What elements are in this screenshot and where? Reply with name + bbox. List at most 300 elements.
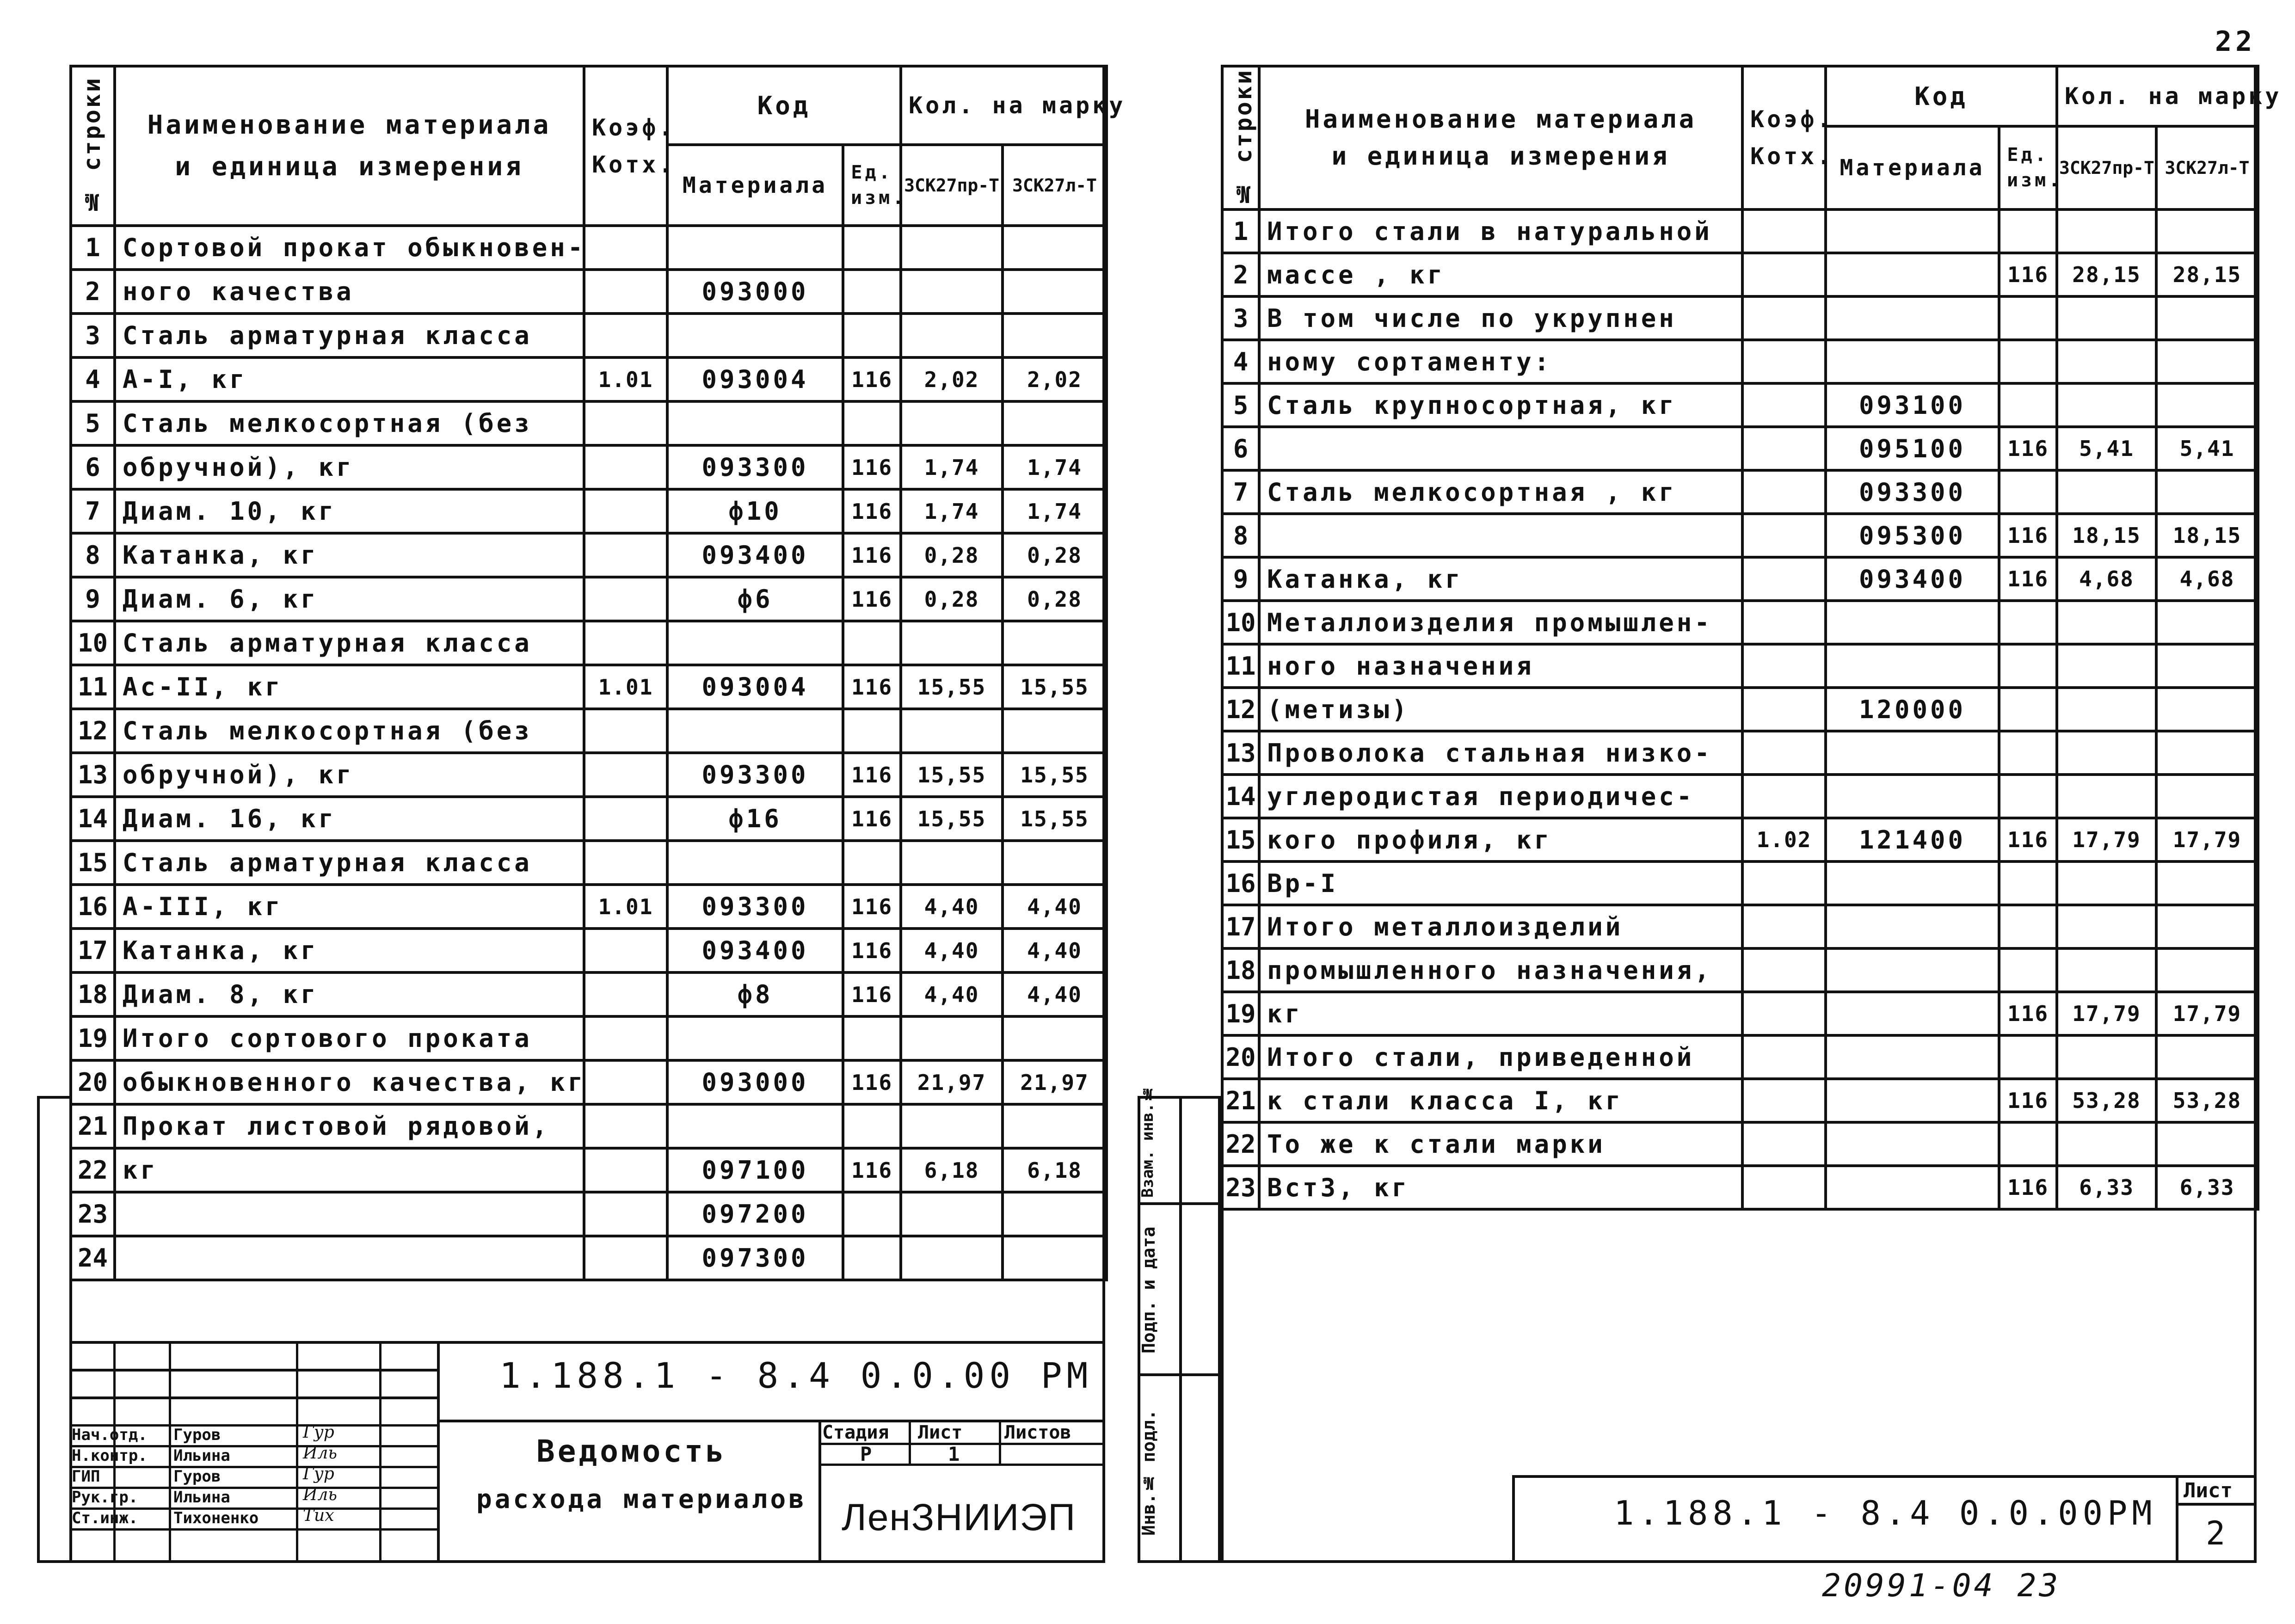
right-cell-q1	[2057, 1035, 2156, 1079]
left-cell-q1: 4,40	[901, 929, 1003, 972]
left-cell-coef: 1.01	[584, 357, 667, 401]
right-cell-q1	[2057, 731, 2156, 775]
header-code: Код	[667, 66, 901, 145]
right-cell-n: 19	[1222, 992, 1259, 1035]
left-cell-n: 18	[71, 972, 115, 1016]
right-cell-code	[1826, 340, 1999, 383]
sheet-label: Лист	[918, 1422, 963, 1443]
right-cell-coef	[1742, 731, 1826, 775]
right-cell-n: 12	[1222, 688, 1259, 731]
header-qty: Кол. на марку	[901, 66, 1107, 145]
right-doc-code: 1.188.1 - 8.4 0.0.00РМ	[1614, 1494, 2157, 1532]
right-cell-unit: 116	[1999, 427, 2057, 470]
left-cell-code	[667, 1104, 843, 1148]
right-cell-n: 20	[1222, 1035, 1259, 1079]
left-cell-n: 7	[71, 489, 115, 533]
left-cell-code: 097300	[667, 1236, 843, 1280]
right-row	[1222, 861, 2258, 905]
left-cell-coef	[584, 314, 667, 357]
right-cell-coef	[1742, 775, 1826, 818]
right-cell-n: 11	[1222, 644, 1259, 688]
left-cell-q2: 6,18	[1003, 1148, 1107, 1192]
stamp-role: Ст.инж.	[72, 1509, 138, 1527]
right-cell-coef	[1742, 861, 1826, 905]
left-cell-coef	[584, 1016, 667, 1060]
left-row	[71, 841, 1107, 885]
right-cell-code	[1826, 1035, 1999, 1079]
left-cell-unit	[843, 270, 901, 314]
header-row-no: № строки	[71, 66, 115, 226]
left-cell-q1	[901, 1192, 1003, 1236]
left-cell-q1: 4,40	[901, 885, 1003, 929]
right-row	[1222, 296, 2258, 340]
left-cell-code: ф10	[667, 489, 843, 533]
right-cell-q2	[2156, 340, 2258, 383]
right-cell-unit	[1999, 383, 2057, 427]
right-cell-q2: 4,68	[2156, 557, 2258, 601]
right-cell-q1	[2057, 1122, 2156, 1166]
right-cell-q2	[2156, 948, 2258, 992]
right-cell-name: кого профиля, кг	[1259, 818, 1742, 861]
right-cell-q2: 6,33	[2156, 1166, 2258, 1209]
header-name: Наименование материала и единица измерения	[115, 66, 584, 226]
right-cell-coef	[1742, 644, 1826, 688]
right-row	[1222, 818, 2258, 861]
left-cell-n: 22	[71, 1148, 115, 1192]
right-row	[1222, 557, 2258, 601]
left-cell-unit: 116	[843, 357, 901, 401]
right-cell-unit	[1999, 644, 2057, 688]
left-cell-code	[667, 314, 843, 357]
left-cell-q2	[1003, 841, 1107, 885]
left-row	[71, 357, 1107, 401]
right-cell-coef	[1742, 340, 1826, 383]
left-row	[71, 753, 1107, 797]
left-row	[71, 621, 1107, 665]
right-cell-q1: 4,68	[2057, 557, 2156, 601]
right-materials-table	[1221, 65, 2282, 1211]
left-cell-q1: 0,28	[901, 577, 1003, 621]
left-cell-coef	[584, 797, 667, 841]
left-cell-coef	[584, 401, 667, 445]
header-material: Материала	[667, 145, 843, 226]
stamp-role: Нач.отд.	[72, 1426, 148, 1444]
left-cell-coef	[584, 489, 667, 533]
right-row	[1222, 688, 2258, 731]
stamp-title-line1: Ведомость	[536, 1433, 727, 1469]
left-cell-coef	[584, 709, 667, 753]
left-row	[71, 314, 1107, 357]
right-row	[1222, 731, 2258, 775]
left-cell-coef	[584, 1192, 667, 1236]
right-cell-name: Сталь крупносортная, кг	[1259, 383, 1742, 427]
left-cell-q1: 1,74	[901, 489, 1003, 533]
left-cell-unit	[843, 1016, 901, 1060]
left-cell-name: А-III, кг	[115, 885, 584, 929]
left-doc-code: 1.188.1 - 8.4 0.0.00 РМ	[499, 1355, 1093, 1396]
left-cell-unit: 116	[843, 665, 901, 709]
left-cell-coef	[584, 1236, 667, 1280]
left-cell-unit: 116	[843, 972, 901, 1016]
right-cell-unit	[1999, 470, 2057, 514]
stamp-role: Н.контр.	[72, 1446, 148, 1465]
page-number: 22	[2215, 25, 2256, 58]
footer-code: 20991-04 23	[1822, 1568, 2061, 1604]
left-cell-unit: 116	[843, 797, 901, 841]
left-cell-name: Прокат листовой рядовой,	[115, 1104, 584, 1148]
left-cell-code: 093300	[667, 445, 843, 489]
left-cell-n: 13	[71, 753, 115, 797]
left-row	[71, 709, 1107, 753]
right-cell-unit	[1999, 775, 2057, 818]
left-cell-q2	[1003, 1236, 1107, 1280]
right-cell-q2	[2156, 644, 2258, 688]
left-cell-q2: 15,55	[1003, 797, 1107, 841]
right-cell-unit: 116	[1999, 818, 2057, 861]
right-cell-code	[1826, 905, 1999, 948]
right-cell-coef	[1742, 905, 1826, 948]
left-cell-n: 24	[71, 1236, 115, 1280]
left-cell-code: 097100	[667, 1148, 843, 1192]
right-row	[1222, 514, 2258, 557]
right-cell-q2	[2156, 209, 2258, 253]
left-cell-name: Итого сортового проката	[115, 1016, 584, 1060]
left-cell-code: 097200	[667, 1192, 843, 1236]
right-cell-coef	[1742, 1166, 1826, 1209]
left-cell-unit	[843, 1192, 901, 1236]
right-cell-name: Катанка, кг	[1259, 557, 1742, 601]
right-cell-coef	[1742, 427, 1826, 470]
right-cell-q2: 28,15	[2156, 253, 2258, 296]
right-cell-coef	[1742, 992, 1826, 1035]
left-cell-code: 093400	[667, 533, 843, 577]
left-cell-name	[115, 1192, 584, 1236]
left-cell-q1: 0,28	[901, 533, 1003, 577]
right-cell-q2	[2156, 731, 2258, 775]
right-row	[1222, 644, 2258, 688]
right-cell-q2	[2156, 383, 2258, 427]
left-cell-q2	[1003, 1016, 1107, 1060]
left-cell-n: 17	[71, 929, 115, 972]
left-cell-q2	[1003, 1192, 1107, 1236]
left-cell-q2: 15,55	[1003, 665, 1107, 709]
left-row	[71, 226, 1107, 270]
org-name: ЛенЗНИИЭП	[842, 1496, 1077, 1538]
left-cell-code: ф16	[667, 797, 843, 841]
left-cell-q2: 15,55	[1003, 753, 1107, 797]
left-cell-coef	[584, 270, 667, 314]
right-cell-unit: 116	[1999, 1166, 2057, 1209]
right-cell-name: Вр-I	[1259, 861, 1742, 905]
right-cell-name: ного назначения	[1259, 644, 1742, 688]
left-cell-unit	[843, 401, 901, 445]
right-cell-code	[1826, 1122, 1999, 1166]
right-cell-code: 120000	[1826, 688, 1999, 731]
left-row	[71, 1104, 1107, 1148]
left-cell-coef	[584, 445, 667, 489]
left-cell-n: 21	[71, 1104, 115, 1148]
left-cell-code	[667, 1016, 843, 1060]
right-cell-code	[1826, 209, 1999, 253]
r-header-qty: Кол. на марку	[2057, 66, 2258, 126]
right-cell-n: 18	[1222, 948, 1259, 992]
right-cell-coef: 1.02	[1742, 818, 1826, 861]
right-cell-name: То же к стали марки	[1259, 1122, 1742, 1166]
left-cell-name: Сталь арматурная класса	[115, 621, 584, 665]
left-row	[71, 489, 1107, 533]
right-cell-q2	[2156, 470, 2258, 514]
left-cell-q1	[901, 709, 1003, 753]
left-cell-name: Сталь мелкосортная (без	[115, 709, 584, 753]
right-cell-q1: 6,33	[2057, 1166, 2156, 1209]
left-row	[71, 1236, 1107, 1280]
right-cell-code: 095100	[1826, 427, 1999, 470]
left-cell-q2	[1003, 314, 1107, 357]
header-coef: Коэф. Котх.	[584, 66, 667, 226]
left-cell-code	[667, 401, 843, 445]
left-cell-coef	[584, 226, 667, 270]
left-cell-n: 15	[71, 841, 115, 885]
left-cell-code: 093004	[667, 357, 843, 401]
stamp-person-name: Ильина	[173, 1446, 230, 1465]
left-cell-q1: 15,55	[901, 797, 1003, 841]
right-cell-q2: 5,41	[2156, 427, 2258, 470]
right-cell-q2: 18,15	[2156, 514, 2258, 557]
right-cell-code	[1826, 644, 1999, 688]
stamp-person-name: Гуров	[173, 1467, 221, 1486]
side-label-vzam: Взам. инв.№	[1138, 1084, 1157, 1198]
left-cell-q2	[1003, 621, 1107, 665]
right-cell-n: 6	[1222, 427, 1259, 470]
left-binding-strip	[37, 1096, 40, 1563]
right-cell-coef	[1742, 1079, 1826, 1122]
right-row	[1222, 209, 2258, 253]
stage-label: Стадия	[822, 1422, 889, 1443]
right-cell-code	[1826, 861, 1999, 905]
left-cell-unit	[843, 314, 901, 357]
left-cell-q2	[1003, 401, 1107, 445]
header-mark1: 3СК27пр-Т	[901, 145, 1003, 226]
left-cell-name: Диам. 10, кг	[115, 489, 584, 533]
right-cell-unit	[1999, 861, 2057, 905]
left-cell-name: Ас-II, кг	[115, 665, 584, 709]
right-cell-name: Сталь мелкосортная , кг	[1259, 470, 1742, 514]
left-cell-unit: 116	[843, 929, 901, 972]
left-cell-unit	[843, 226, 901, 270]
left-cell-q1	[901, 314, 1003, 357]
left-cell-q1: 21,97	[901, 1060, 1003, 1104]
right-cell-name: промышленного назначения,	[1259, 948, 1742, 992]
left-row	[71, 1060, 1107, 1104]
right-cell-name: кг	[1259, 992, 1742, 1035]
left-cell-name: Диам. 16, кг	[115, 797, 584, 841]
side-label-inv-podl: Инв.№ подл.	[1138, 1409, 1159, 1536]
left-cell-code: ф6	[667, 577, 843, 621]
header-unit: Ед. изм.	[843, 145, 901, 226]
right-cell-q1	[2057, 470, 2156, 514]
right-cell-coef	[1742, 383, 1826, 427]
left-cell-unit: 116	[843, 1060, 901, 1104]
left-cell-q1	[901, 270, 1003, 314]
left-cell-q2	[1003, 226, 1107, 270]
right-cell-q1	[2057, 905, 2156, 948]
stamp-person-name: Тихоненко	[173, 1509, 259, 1527]
right-cell-q1	[2057, 688, 2156, 731]
right-cell-coef	[1742, 209, 1826, 253]
right-cell-q2	[2156, 861, 2258, 905]
right-row	[1222, 340, 2258, 383]
right-cell-unit: 116	[1999, 514, 2057, 557]
left-row	[71, 577, 1107, 621]
left-cell-unit: 116	[843, 1148, 901, 1192]
stamp-signature: Иль	[303, 1485, 337, 1504]
sheets-label: Листов	[1004, 1422, 1071, 1443]
left-row	[71, 445, 1107, 489]
right-cell-q1	[2057, 644, 2156, 688]
left-cell-coef	[584, 533, 667, 577]
stamp-role: Рук.гр.	[72, 1488, 138, 1507]
right-cell-name: массе , кг	[1259, 253, 1742, 296]
left-row	[71, 1016, 1107, 1060]
left-cell-unit	[843, 841, 901, 885]
left-row	[71, 1192, 1107, 1236]
right-cell-code	[1826, 731, 1999, 775]
left-cell-q1	[901, 1236, 1003, 1280]
left-cell-q2	[1003, 1104, 1107, 1148]
r-header-code: Код	[1826, 66, 2057, 126]
right-cell-q2	[2156, 775, 2258, 818]
left-cell-n: 14	[71, 797, 115, 841]
right-cell-q2	[2156, 1035, 2258, 1079]
right-cell-q2: 17,79	[2156, 992, 2258, 1035]
left-cell-unit: 116	[843, 533, 901, 577]
left-cell-q2: 4,40	[1003, 885, 1107, 929]
right-row	[1222, 1122, 2258, 1166]
right-cell-name: углеродистая периодичес-	[1259, 775, 1742, 818]
left-cell-name: обручной), кг	[115, 753, 584, 797]
left-cell-coef	[584, 577, 667, 621]
stamp-role: ГИП	[72, 1467, 100, 1486]
right-cell-n: 15	[1222, 818, 1259, 861]
right-row	[1222, 1166, 2258, 1209]
right-cell-n: 17	[1222, 905, 1259, 948]
left-cell-unit: 116	[843, 577, 901, 621]
right-cell-q1: 28,15	[2057, 253, 2156, 296]
right-cell-n: 1	[1222, 209, 1259, 253]
right-cell-coef	[1742, 514, 1826, 557]
left-row	[71, 972, 1107, 1016]
right-cell-code: 093400	[1826, 557, 1999, 601]
left-cell-unit	[843, 1104, 901, 1148]
right-cell-code	[1826, 1079, 1999, 1122]
right-cell-q1	[2057, 861, 2156, 905]
left-row	[71, 401, 1107, 445]
right-cell-n: 9	[1222, 557, 1259, 601]
right-row	[1222, 905, 2258, 948]
left-row	[71, 533, 1107, 577]
left-cell-q2: 1,74	[1003, 489, 1107, 533]
right-cell-q2: 17,79	[2156, 818, 2258, 861]
right-row	[1222, 1035, 2258, 1079]
right-cell-q1	[2057, 383, 2156, 427]
stamp-signature: Иль	[303, 1444, 337, 1463]
left-cell-unit: 116	[843, 445, 901, 489]
right-row	[1222, 992, 2258, 1035]
side-label-podp-data: Подп. и дата	[1138, 1226, 1159, 1354]
left-cell-q2	[1003, 709, 1107, 753]
right-cell-n: 8	[1222, 514, 1259, 557]
right-cell-name: В том числе по укрупнен	[1259, 296, 1742, 340]
right-cell-code: 095300	[1826, 514, 1999, 557]
right-cell-name: (метизы)	[1259, 688, 1742, 731]
right-sheet-label: Лист	[2184, 1479, 2233, 1502]
left-cell-name: обручной), кг	[115, 445, 584, 489]
left-cell-n: 19	[71, 1016, 115, 1060]
left-cell-unit	[843, 709, 901, 753]
right-cell-code	[1826, 296, 1999, 340]
right-cell-coef	[1742, 296, 1826, 340]
left-cell-q1	[901, 226, 1003, 270]
right-cell-code	[1826, 775, 1999, 818]
right-cell-n: 3	[1222, 296, 1259, 340]
right-cell-q1	[2057, 209, 2156, 253]
left-cell-q2: 2,02	[1003, 357, 1107, 401]
left-row	[71, 797, 1107, 841]
left-cell-name: Катанка, кг	[115, 533, 584, 577]
right-cell-n: 7	[1222, 470, 1259, 514]
left-row	[71, 929, 1107, 972]
right-cell-n: 10	[1222, 601, 1259, 644]
right-cell-q1	[2057, 340, 2156, 383]
right-cell-code	[1826, 948, 1999, 992]
right-cell-q2	[2156, 601, 2258, 644]
right-cell-q1	[2057, 775, 2156, 818]
left-cell-code: 093000	[667, 1060, 843, 1104]
right-cell-n: 2	[1222, 253, 1259, 296]
right-cell-unit	[1999, 688, 2057, 731]
right-row	[1222, 253, 2258, 296]
right-cell-n: 21	[1222, 1079, 1259, 1122]
left-cell-q2: 0,28	[1003, 533, 1107, 577]
right-cell-unit	[1999, 1035, 2057, 1079]
right-cell-coef	[1742, 1122, 1826, 1166]
right-cell-unit: 116	[1999, 1079, 2057, 1122]
left-cell-n: 11	[71, 665, 115, 709]
right-cell-n: 23	[1222, 1166, 1259, 1209]
right-cell-coef	[1742, 948, 1826, 992]
left-cell-code: 093300	[667, 753, 843, 797]
stamp-signature: Тих	[303, 1506, 334, 1525]
left-cell-code	[667, 226, 843, 270]
right-cell-n: 22	[1222, 1122, 1259, 1166]
left-row	[71, 665, 1107, 709]
left-cell-q1: 2,02	[901, 357, 1003, 401]
left-cell-code: 093000	[667, 270, 843, 314]
left-cell-n: 10	[71, 621, 115, 665]
left-cell-name: кг	[115, 1148, 584, 1192]
right-cell-unit	[1999, 1122, 2057, 1166]
left-cell-name: Сортовой прокат обыкновен-	[115, 226, 584, 270]
left-cell-q1	[901, 621, 1003, 665]
left-row	[71, 885, 1107, 929]
left-cell-coef	[584, 929, 667, 972]
right-cell-unit	[1999, 905, 2057, 948]
r-header-name: Наименование материала и единица измерения	[1259, 66, 1742, 209]
left-cell-name: Диам. 8, кг	[115, 972, 584, 1016]
right-cell-name: Металлоизделия промышлен-	[1259, 601, 1742, 644]
left-cell-n: 5	[71, 401, 115, 445]
right-cell-q1: 5,41	[2057, 427, 2156, 470]
